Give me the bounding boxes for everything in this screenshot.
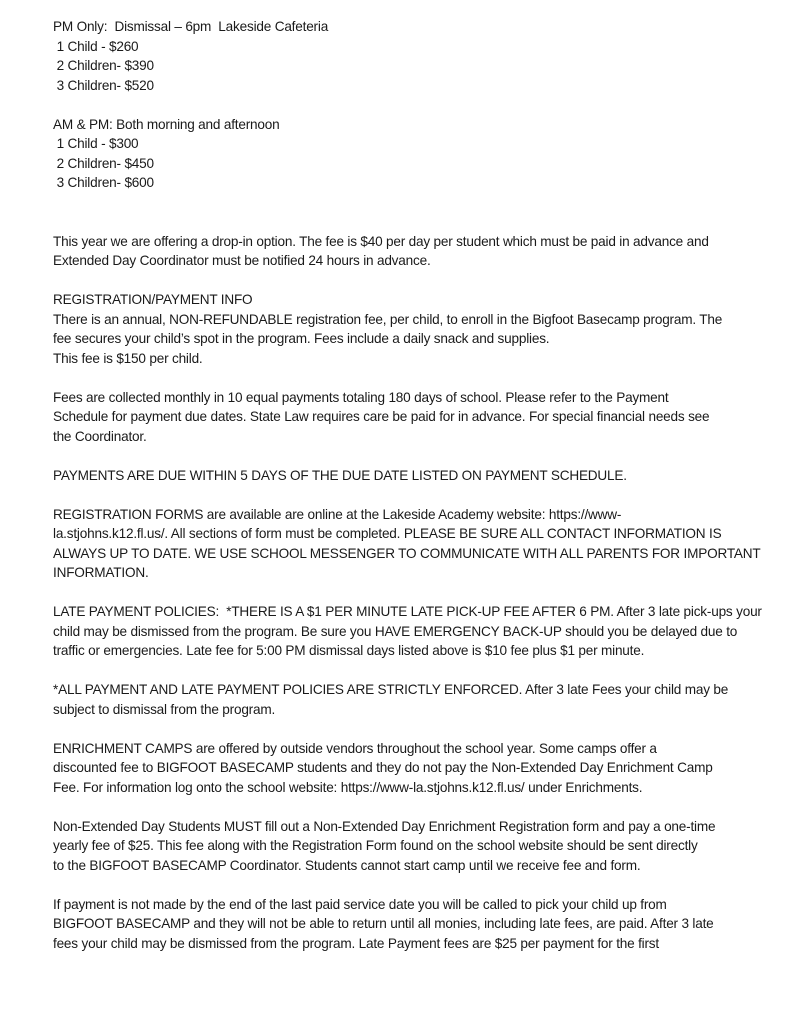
price-line: 1 Child - $260	[53, 38, 139, 54]
price-line: 2 Children- $450	[53, 155, 154, 171]
section-heading: REGISTRATION/PAYMENT INFO	[53, 292, 253, 307]
non-payment-paragraph	[53, 895, 743, 954]
paragraph-line: Schedule for payment due dates. State Law requires care be paid for in advance. For special financial needs see	[53, 409, 710, 424]
payments-due-paragraph	[53, 466, 743, 486]
price-line: 3 Children- $600	[53, 175, 154, 190]
paragraph-line: Non-Extended Day Students MUST fill out a Non-Extended Day Enrichment Registration form and pay a one-time	[53, 818, 716, 834]
drop-in-paragraph	[53, 232, 743, 271]
paragraph-line: Fee. For information log onto the school website: https://www-la.stjohns.k12.fl.us/ under Enrichments.	[53, 779, 643, 795]
paragraph-line: discounted fee to BIGFOOT BASECAMP students and they do not pay the Non-Extended Day Enrichment Camp	[53, 760, 713, 775]
paragraph-line: INFORMATION.	[53, 565, 149, 580]
am-pm-heading: AM & PM: Both morning and afternoon	[53, 116, 280, 132]
paragraph-line: la.stjohns.k12.fl.us/. All sections of form must be completed. PLEASE BE SURE ALL CONTACT INFORMATION IS	[53, 526, 722, 541]
paragraph-line: BIGFOOT BASECAMP and they will not be able to return until all monies, including late fees, are paid. After 3 late	[53, 916, 714, 931]
paragraph-line: subject to dismissal from the program.	[53, 701, 276, 717]
enforced-paragraph	[53, 680, 743, 719]
paragraph-line: ALWAYS UP TO DATE. WE USE SCHOOL MESSENGER TO COMMUNICATE WITH ALL PARENTS FOR IMPORTANT	[53, 545, 761, 561]
paragraph-line: There is an annual, NON-REFUNDABLE registration fee, per child, to enroll in the Bigfoot Basecamp program. The	[53, 311, 723, 327]
paragraph-line: This year we are offering a drop-in option. The fee is $40 per day per student which must be paid in advance and	[53, 233, 709, 249]
paragraph-line: yearly fee of $25. This fee along with the Registration Form found on the school website should be sent directly	[53, 838, 698, 853]
registration-payment-section	[53, 290, 743, 368]
paragraph-line: If payment is not made by the end of the last paid service date you will be called to pick your child up from	[53, 896, 667, 912]
price-line: 1 Child - $300	[53, 136, 139, 151]
enrichment-paragraph	[53, 739, 743, 798]
paragraph-line: traffic or emergencies. Late fee for 5:00 PM dismissal days listed above is $10 fee plus $1 per minute.	[53, 643, 645, 658]
paragraph-line: This fee is $150 per child.	[53, 350, 203, 366]
paragraph-line: PAYMENTS ARE DUE WITHIN 5 DAYS OF THE DUE DATE LISTED ON PAYMENT SCHEDULE.	[53, 467, 627, 483]
fees-collected-paragraph	[53, 388, 743, 447]
paragraph-line: fee secures your child’s spot in the program. Fees include a daily snack and supplies.	[53, 331, 550, 346]
paragraph-line: *ALL PAYMENT AND LATE PAYMENT POLICIES ARE STRICTLY ENFORCED. After 3 late Fees your child may be	[53, 682, 729, 697]
registration-forms-paragraph	[53, 505, 761, 583]
pm-only-heading: PM Only: Dismissal – 6pm Lakeside Cafeteria	[53, 19, 329, 34]
late-payment-paragraph	[53, 602, 762, 661]
paragraph-line: Fees are collected monthly in 10 equal payments totaling 180 days of school. Please refer to the Payment	[53, 389, 669, 405]
paragraph-line: fees your child may be dismissed from the program. Late Payment fees are $25 per payment for the first	[53, 935, 659, 951]
paragraph-line: LATE PAYMENT POLICIES: *THERE IS A $1 PER MINUTE LATE PICK-UP FEE AFTER 6 PM. After 3 late pick-ups your	[53, 604, 762, 619]
document-page	[53, 17, 762, 953]
paragraph-line: to the BIGFOOT BASECAMP Coordinator. Students cannot start camp until we receive fee and form.	[53, 857, 641, 873]
non-extended-paragraph	[53, 817, 743, 876]
paragraph-line: child may be dismissed from the program. Be sure you HAVE EMERGENCY BACK-UP should you be delayed due to	[53, 623, 738, 639]
paragraph-line: the Coordinator.	[53, 428, 147, 444]
price-line: 3 Children- $520	[53, 77, 154, 93]
am-pm-section	[53, 115, 743, 193]
paragraph-line: REGISTRATION FORMS are available are online at the Lakeside Academy website: https://www-	[53, 506, 622, 522]
paragraph-line: ENRICHMENT CAMPS are offered by outside vendors throughout the school year. Some camps offer a	[53, 740, 657, 756]
price-line: 2 Children- $390	[53, 58, 154, 73]
paragraph-line: Extended Day Coordinator must be notified 24 hours in advance.	[53, 253, 431, 268]
pm-only-section	[53, 17, 743, 95]
